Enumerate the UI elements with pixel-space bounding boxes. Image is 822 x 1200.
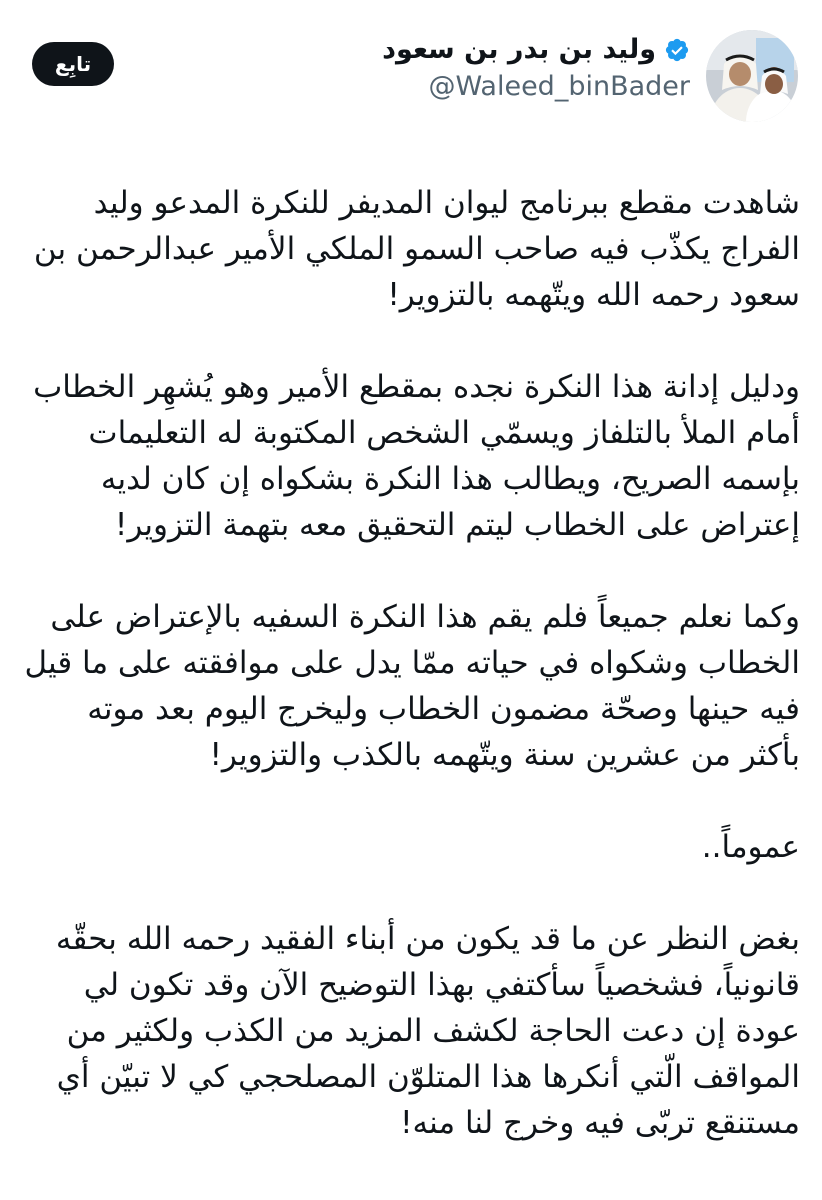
tweet-line: المواقف الّتي أنكرها هذا المتلوّن المصلحجي كي لا تبيّن أي <box>56 1059 800 1095</box>
author-name-block <box>382 30 690 102</box>
tweet-header <box>32 30 798 134</box>
tweet-line: عموماً.. <box>701 829 800 865</box>
tweet-line: بأكثر من عشرين سنة ويتّهمه بالكذب والتزوير! <box>209 737 800 773</box>
tweet-line: قانونياً، فشخصياً سأكتفي بهذا التوضيح الآن وقد تكون لي <box>83 967 800 1003</box>
follow-button[interactable]: تابِع <box>32 42 114 86</box>
verified-badge-icon <box>664 37 690 63</box>
tweet-line: شاهدت مقطع ببرنامج ليوان المديفر للنكرة المدعو وليد <box>93 185 800 221</box>
tweet-line: الفراج يكذّب فيه صاحب السمو الملكي الأمير عبدالرحمن بن <box>33 231 800 267</box>
tweet-line: ودليل إدانة هذا النكرة نجده بمقطع الأمير وهو يُشهِر الخطاب <box>33 369 800 405</box>
tweet-paragraph <box>28 180 800 318</box>
tweet-line: وكما نعلم جميعاً فلم يقم هذا النكرة السفيه بالإعتراض على <box>50 599 800 635</box>
tweet-line: عودة إن دعت الحاجة لكشف المزيد من الكذب ولكثير من <box>66 1013 800 1049</box>
author-handle[interactable]: @Waleed_binBader <box>428 71 690 102</box>
tweet-paragraph <box>28 824 800 870</box>
author-display-name[interactable]: وليد بن بدر بن سعود <box>382 34 656 65</box>
tweet-paragraph <box>28 364 800 548</box>
tweet-line: فيه حينها وصحّة مضمون الخطاب وليخرج اليوم بعد موته <box>87 691 800 727</box>
author-name-row <box>382 34 690 65</box>
tweet-line: الخطاب وشكواه في حياته ممّا يدل على موافقته على ما قيل <box>24 645 800 681</box>
tweet-paragraph <box>28 916 800 1146</box>
tweet-line: بإسمه الصريح، ويطالب هذا النكرة بشكواه إن كان لديه <box>100 461 800 497</box>
tweet-paragraph <box>24 594 800 778</box>
tweet-line: سعود رحمه الله ويتّهمه بالتزوير! <box>387 277 800 313</box>
avatar[interactable] <box>706 30 798 122</box>
author-profile <box>382 30 798 122</box>
tweet-line: مستنقع تربّى فيه وخرج لنا منه! <box>400 1105 800 1141</box>
tweet-text <box>24 180 800 1192</box>
tweet-line: إعتراض على الخطاب ليتم التحقيق معه بتهمة التزوير! <box>114 507 800 543</box>
tweet-line: أمام الملأ بالتلفاز ويسمّي الشخص المكتوبة له التعليمات <box>88 415 800 451</box>
tweet-line: بغض النظر عن ما قد يكون من أبناء الفقيد رحمه الله بحقّه <box>55 921 800 957</box>
